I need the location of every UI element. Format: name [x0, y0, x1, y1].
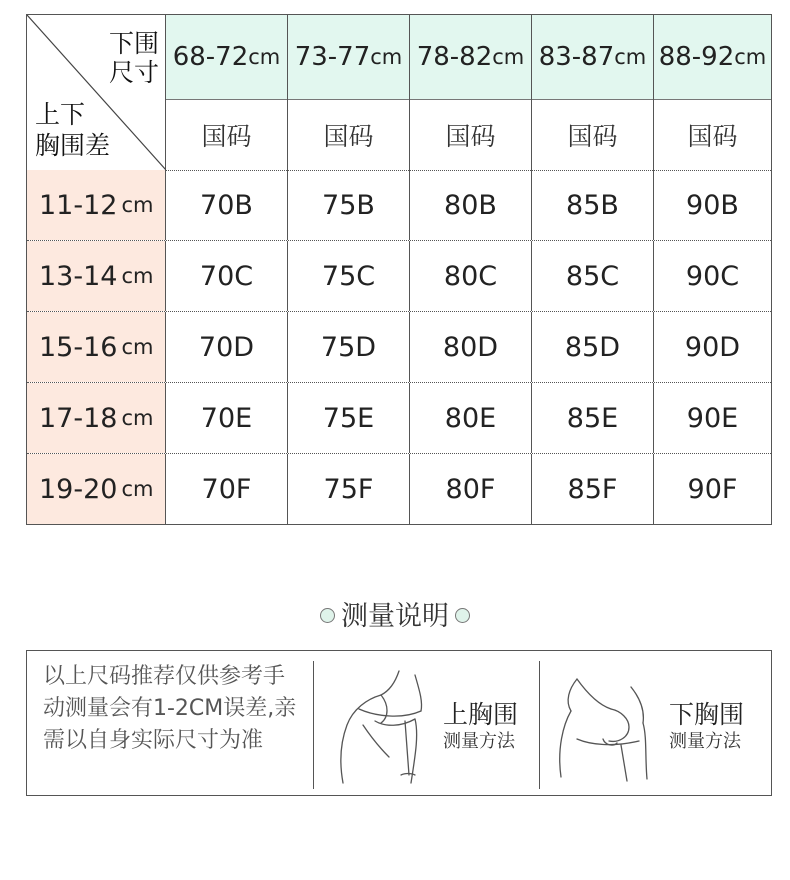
bust-difference-cell: 17-18 cm	[27, 383, 166, 453]
measurement-instructions-panel	[26, 650, 772, 796]
size-cell: 75E	[288, 383, 410, 453]
table-corner-header	[27, 15, 166, 170]
table-row	[27, 454, 771, 524]
panel-divider	[539, 661, 540, 789]
standard-label: 国码	[410, 99, 532, 170]
upper-bust-method-caption: 测量方法	[443, 731, 515, 752]
size-cell: 85E	[532, 383, 654, 453]
table-row	[27, 170, 771, 241]
circle-dot-icon	[455, 608, 470, 623]
table-row	[27, 312, 771, 383]
size-cell: 85F	[532, 454, 654, 524]
table-row	[27, 241, 771, 312]
size-cell: 90E	[686, 402, 739, 434]
lower-bust-caption: 下胸围	[669, 700, 745, 729]
size-cell: 70B	[166, 170, 288, 240]
standard-label: 国码	[687, 121, 738, 151]
size-cell: 80E	[410, 383, 532, 453]
size-cell: 75B	[288, 170, 410, 240]
size-cell: 80F	[410, 454, 532, 524]
lower-bust-measure-icon	[547, 665, 673, 789]
size-cell: 85D	[532, 312, 654, 382]
size-cell: 70E	[166, 383, 288, 453]
header-range-5: 88-92 cm	[658, 42, 767, 72]
standard-label: 国码	[288, 99, 410, 170]
bust-difference-cell: 13-14 cm	[27, 241, 166, 311]
section-title-text: 测量说明	[341, 601, 449, 632]
standard-label-row	[166, 99, 771, 171]
corner-label-bust-difference: 上下 胸围差	[35, 100, 111, 160]
panel-divider	[313, 661, 314, 789]
lower-bust-method-caption: 测量方法	[669, 731, 741, 752]
size-cell: 70D	[166, 312, 288, 382]
size-cell: 85B	[532, 170, 654, 240]
circle-dot-icon	[320, 608, 335, 623]
bust-difference-cell: 15-16 cm	[27, 312, 166, 382]
size-cell: 90B	[686, 189, 739, 221]
header-range-4: 83-87 cm	[532, 15, 654, 99]
size-cell: 85C	[532, 241, 654, 311]
bust-difference-cell: 11-12 cm	[27, 170, 166, 240]
measurement-note: 以上尺码推荐仅供参考手动测量会有1-2CM误差,亲需以自身实际尺寸为准	[43, 664, 297, 753]
header-range-1: 68-72 cm	[166, 15, 288, 99]
upper-bust-caption: 上胸围	[443, 700, 519, 729]
size-cell: 75F	[288, 454, 410, 524]
upper-bust-measure-icon	[319, 665, 439, 789]
corner-label-under-bust: 下围 尺寸	[108, 29, 159, 87]
standard-label: 国码	[166, 99, 288, 170]
size-cell: 80C	[410, 241, 532, 311]
size-cell: 70F	[166, 454, 288, 524]
table-row	[27, 383, 771, 454]
header-range-3: 78-82 cm	[410, 15, 532, 99]
measurement-section-title	[0, 594, 790, 633]
size-cell: 70C	[166, 241, 288, 311]
under-bust-header-row	[166, 15, 771, 100]
size-cell: 75D	[288, 312, 410, 382]
size-cell: 90F	[687, 473, 738, 505]
size-cell: 75C	[288, 241, 410, 311]
size-chart-table	[26, 14, 772, 525]
size-rows	[27, 170, 771, 524]
size-cell: 90D	[684, 331, 741, 363]
size-cell: 80B	[410, 170, 532, 240]
header-range-2: 73-77 cm	[288, 15, 410, 99]
standard-label: 国码	[532, 99, 654, 170]
bust-difference-cell: 19-20 cm	[27, 454, 166, 524]
size-cell: 90C	[685, 260, 740, 292]
size-cell: 80D	[410, 312, 532, 382]
